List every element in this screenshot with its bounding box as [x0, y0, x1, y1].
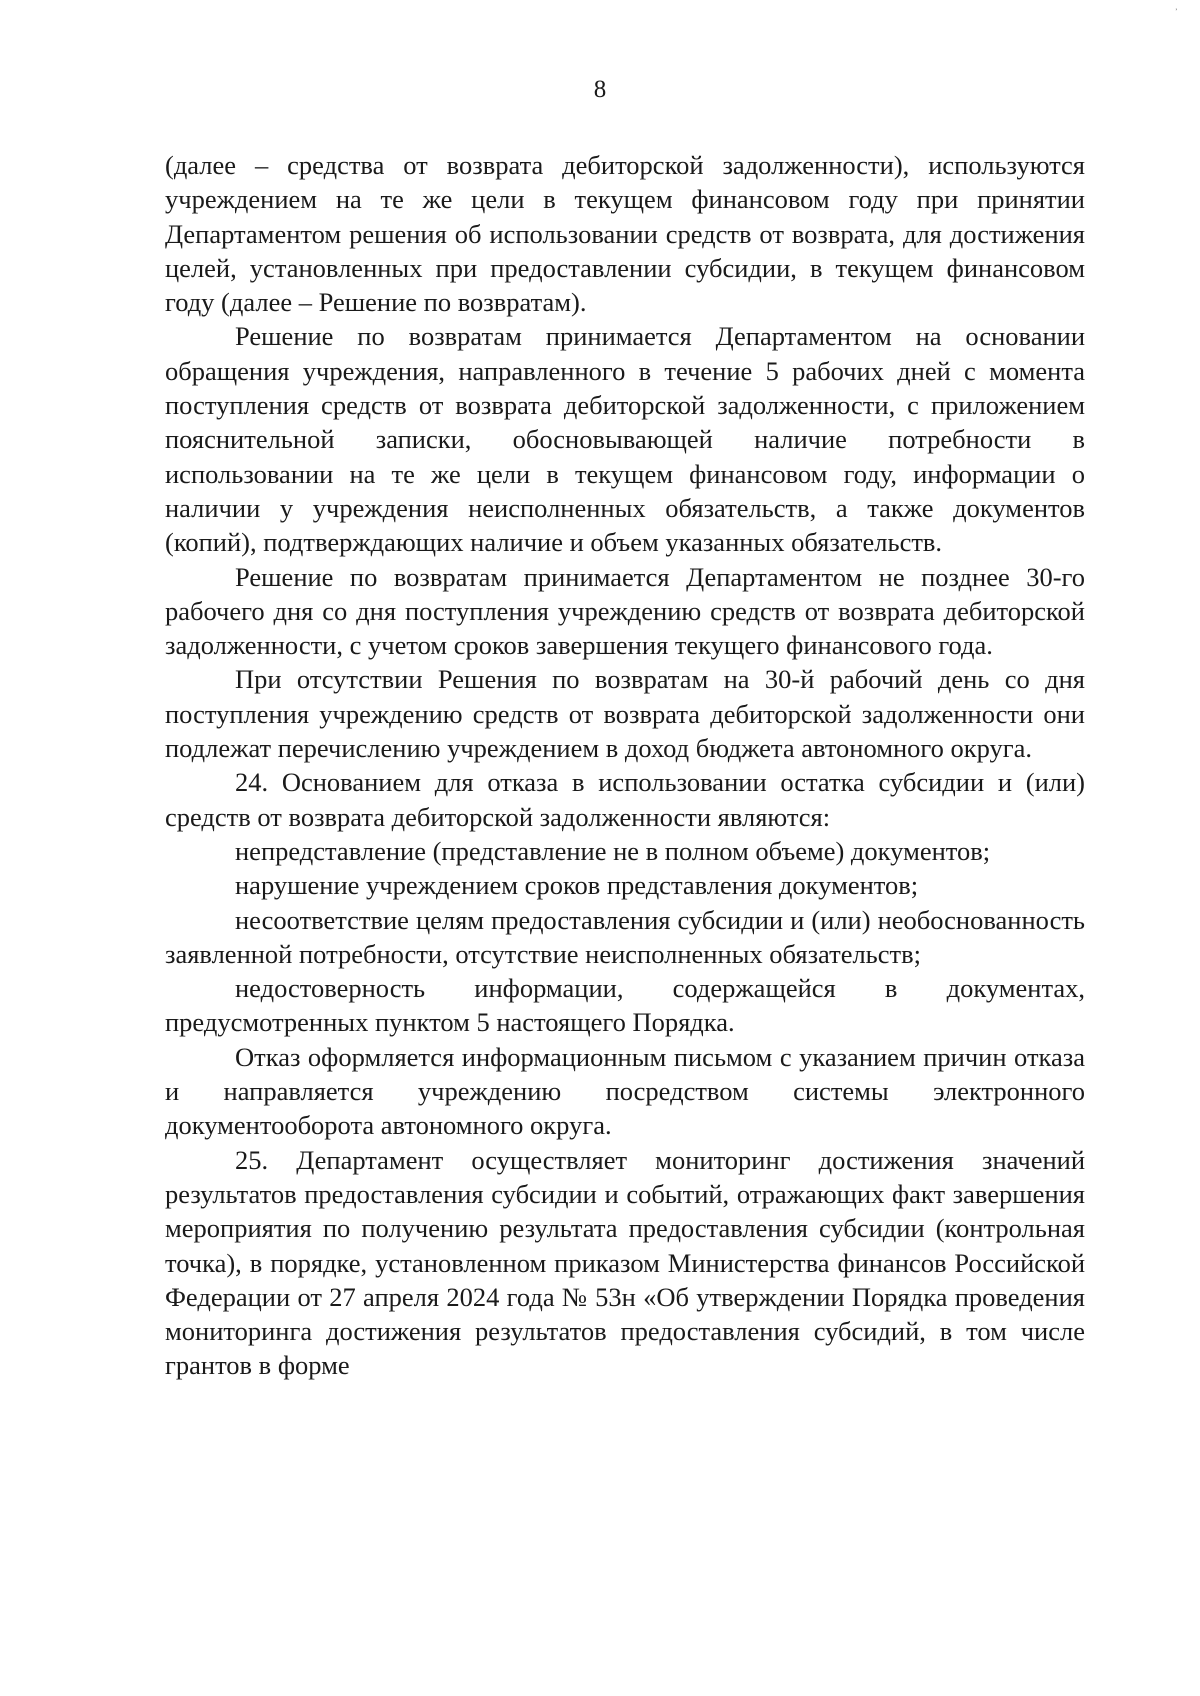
list-item-deadline-violation: нарушение учреждением сроков представления документов;: [235, 870, 919, 901]
paragraph-24-refusal-grounds: 24. Основанием для отказа в использовании остатка субсидии и (или) средств от возврата дебиторской задолженности являются:: [165, 767, 1085, 832]
paragraph-no-decision: При отсутствии Решения по возвратам на 30-й рабочий день со дня поступления учреждению средств от возврата дебиторской задолженности они подлежат перечислению учреждением в доход бюджета автономного округа.: [165, 664, 1085, 764]
paragraph-decision-basis: Решение по возвратам принимается Департаментом на основании обращения учреждения, направленного в течение 5 рабочих дней с момента поступления средств от возврата дебиторской задолженности, с приложением пояснительной записки, обосновывающей наличие потребности в использовании на те же цели в текущем финансовом году, информации о наличии у учреждения неисполненных обязательств, а также документов (копий), подтверждающих наличие и объем указанных обязательств.: [165, 321, 1085, 558]
document-body: [165, 148, 1085, 1383]
list-item-unreliable-info: недостоверность информации, содержащейся в документах, предусмотренных пунктом 5 настоящего Порядка.: [165, 973, 1085, 1038]
corner-mark: ᾽: [1174, 8, 1178, 19]
page-number: 8: [593, 76, 607, 103]
paragraph-decision-deadline: Решение по возвратам принимается Департаментом не позднее 30-го рабочего дня со дня поступления учреждению средств от возврата дебиторской задолженности, с учетом сроков завершения текущего финансового года.: [165, 561, 1085, 661]
paragraph-25-monitoring: 25. Департамент осуществляет мониторинг достижения значений результатов предоставления субсидии и событий, отражающих факт завершения мероприятия по получению результата предоставления субсидии (контрольная точка), в порядке, установленном приказом Министерства финансов Российской Федерации от 27 апреля 2024 года № 53н «Об утверждении Порядка проведения мониторинга достижения результатов предоставления субсидий, в том числе грантов в форме: [165, 1144, 1085, 1381]
list-item-nonconformity: несоответствие целям предоставления субсидии и (или) необоснованность заявленной потребности, отсутствие неисполненных обязательств;: [165, 904, 1085, 969]
paragraph-refusal-letter: Отказ оформляется информационным письмом с указанием причин отказа и направляется учреждению посредством системы электронного документооборота автономного округа.: [165, 1041, 1085, 1141]
list-item-nonsubmission: непредставление (представление не в полном объеме) документов;: [235, 835, 991, 866]
paragraph-continuation: (далее – средства от возврата дебиторской задолженности), используются учреждением на те же цели в текущем финансовом году при принятии Департаментом решения об использовании средств от возврата, для достижения целей, установленных при предоставлении субсидии, в текущем финансовом году (далее – Решение по возвратам).: [165, 150, 1085, 318]
